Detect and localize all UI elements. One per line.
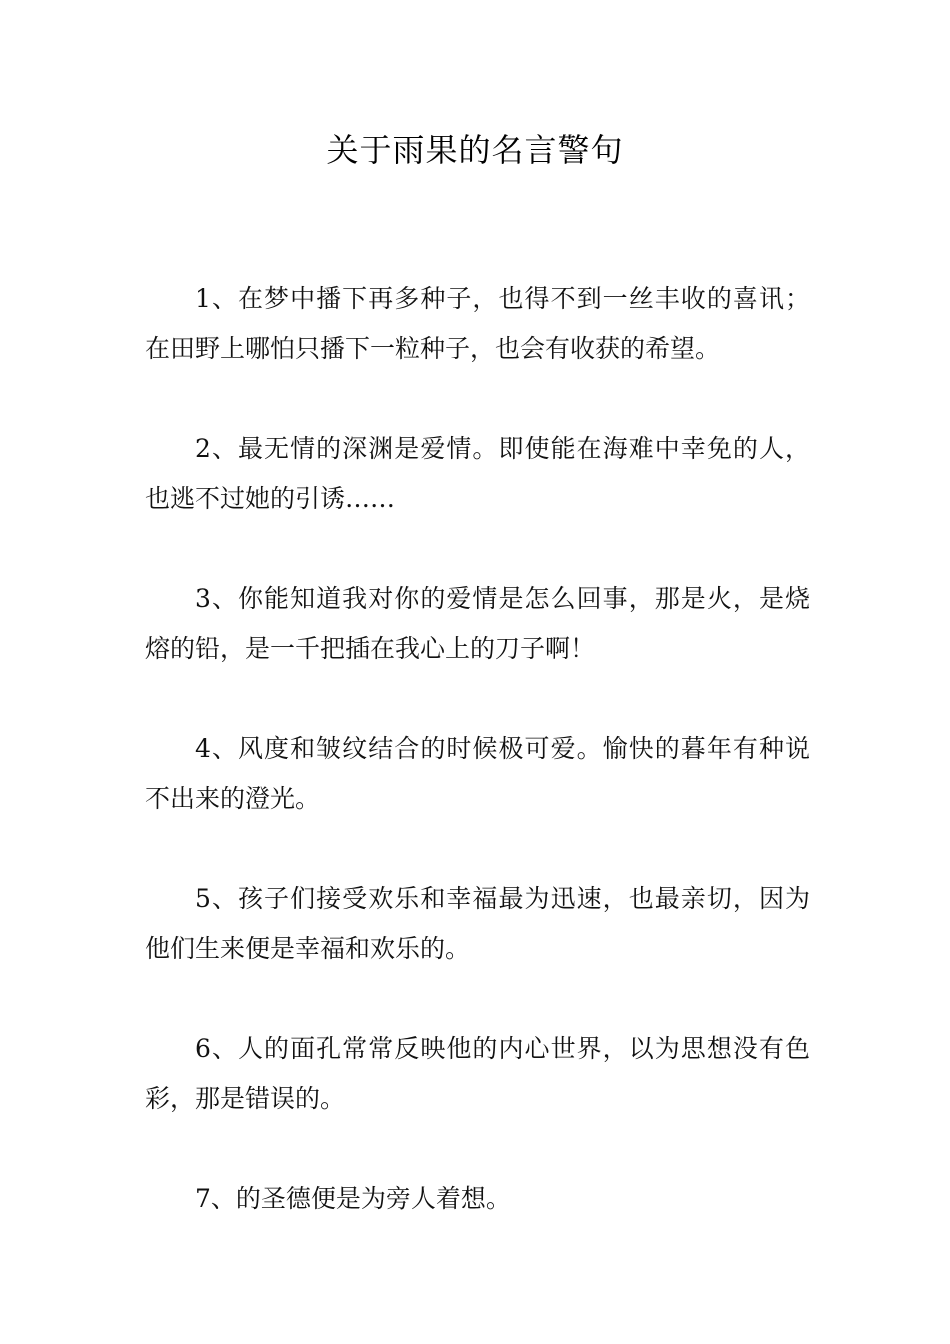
quote-paragraph-6: 6、人的面孔常常反映他的内心世界，以为思想没有色彩，那是错误的。 [145, 1034, 810, 1113]
quote-paragraph-7: 7、的圣德便是为旁人着想。 [195, 1184, 511, 1213]
quote-paragraph-3: 3、你能知道我对你的爱情是怎么回事，那是火，是烧熔的铅，是一千把插在我心上的刀子啊！ [145, 584, 810, 663]
quote-paragraph-1: 1、在梦中播下再多种子，也得不到一丝丰收的喜讯；在田野上哪怕只播下一粒种子，也会有收获的希望。 [145, 284, 810, 363]
document-title: 关于雨果的名言警句 [326, 131, 624, 169]
quote-paragraph-4: 4、风度和皱纹结合的时候极可爱。愉快的暮年有种说不出来的澄光。 [145, 734, 810, 813]
quote-paragraph-2: 2、最无情的深渊是爱情。即使能在海难中幸免的人，也逃不过她的引诱…… [145, 434, 810, 513]
quote-paragraph-5: 5、孩子们接受欢乐和幸福最为迅速，也最亲切，因为他们生来便是幸福和欢乐的。 [145, 884, 810, 963]
document-body [145, 274, 810, 1274]
